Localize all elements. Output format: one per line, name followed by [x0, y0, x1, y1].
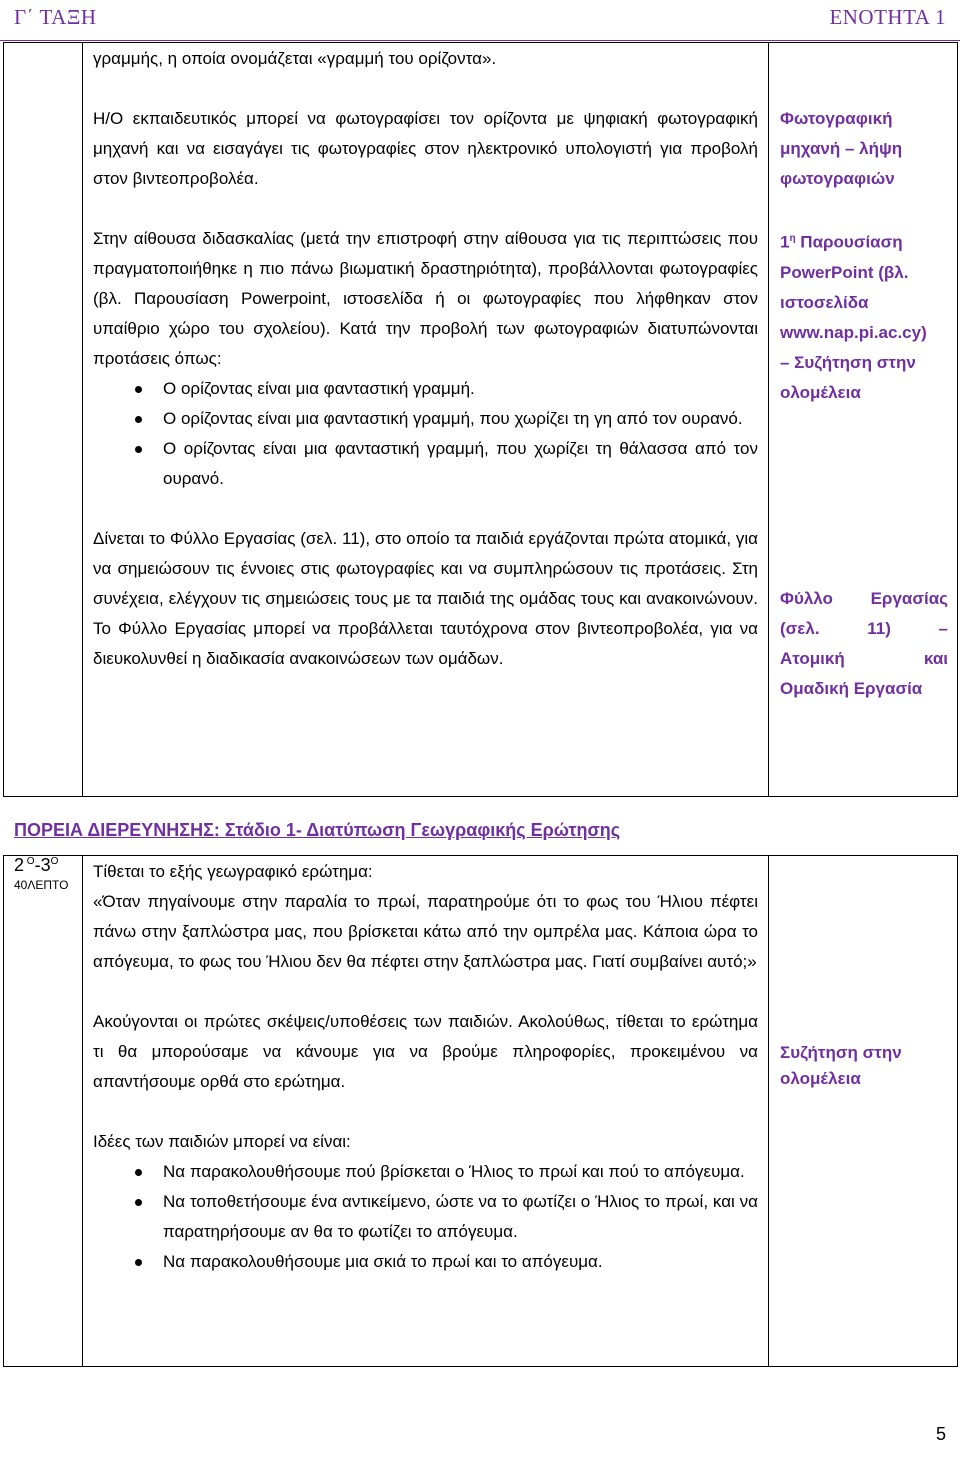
paragraph-classroom: Στην αίθουσα διδασκαλίας (μετά την επιστροφή στην αίθουσα για τις περιπτώσεις που πραγματοποιήθηκε η πιο πάνω βιωματική δραστηριότητα), προβάλλονται φωτογραφίες (βλ. Παρουσίαση Powerpoint, ιστοσελίδα ή οι φωτογραφίες που λήφθηκαν στον υπαίθριο χώρο του σχολείου). Κατά την προβολή των φωτογραφιών διατυπώνονται προτάσεις όπως:: [93, 229, 758, 368]
activity-text-1: [93, 44, 758, 674]
table-1-divider-right: [768, 42, 769, 797]
note-worksheet: Φύλλο Εργασίας (σελ. 11) – Ατομική και Ομαδική Εργασία: [780, 589, 948, 698]
page-number: 5: [935, 1424, 946, 1444]
header-grade: Γ΄ ΤΑΞΗ: [14, 5, 97, 29]
note-presentation: $1^\eta$ Παρουσίαση PowerPoint (βλ. ιστοσελίδα www.nap.pi.ac.cy) – Συζήτηση στην ολομέλεια: [780, 224, 948, 408]
note-camera: Φωτογραφική μηχανή – λήψη φωτογραφιών: [780, 109, 903, 188]
table-2-divider-right: [768, 855, 769, 1367]
ideas-list: [93, 1157, 758, 1277]
paragraph-worksheet: Δίνεται το Φύλλο Εργασίας (σελ. 11), στο οποίο τα παιδιά εργάζονται πρώτα ατομικά, για να σημειώσουν τις έννοιες στις φωτογραφίες και να συμπληρώσουν τις προτάσεις. Στη συνέχεια, ελέγχουν τις σημειώσεις τους με τα παιδιά της ομάδας τους και ανακοινώνουν. Το Φύλλο Εργασίας μπορεί να προβάλλεται ταυτόχρονα στον βιντεοπροβολέα, για να διευκολυνθεί η διαδικασία ανακοινώσεων των ομάδων.: [93, 529, 758, 668]
list-item: Να παρακολουθήσουμε μια σκιά το πρωί και το απόγευμα.: [93, 1247, 758, 1277]
time-cell: 2 $^O-3^O$ 40ΛΕΠΤΟ: [14, 855, 84, 892]
list-item: Ο ορίζοντας είναι μια φανταστική γραμμή, που χωρίζει τη θάλασσα από τον ουρανό.: [93, 434, 758, 494]
ideas-intro: Ιδέες των παιδιών μπορεί να είναι:: [93, 1132, 351, 1151]
paragraph-hypotheses: Ακούγονται οι πρώτες σκέψεις/υποθέσεις των παιδιών. Ακολούθως, τίθεται το ερώτημα τι θα μπορούσαμε να κάνουμε για να βρούμε πληροφορίες, προκειμένου να απαντήσουμε ορθά στο ερώτημα.: [93, 1012, 758, 1091]
list-item: Ο ορίζοντας είναι μια φανταστική γραμμή.: [93, 374, 758, 404]
duration: 40ΛΕΠΤΟ: [14, 878, 69, 892]
paragraph-photograph: Η/Ο εκπαιδευτικός μπορεί να φωτογραφίσει τον ορίζοντα με ψηφιακή φωτογραφική μηχανή και να εισαγάγει τις φωτογραφίες στον ηλεκτρονικό υπολογιστή για προβολή στον βιντεοπροβολέα.: [93, 109, 758, 188]
table-1-divider-left: [82, 42, 83, 797]
list-item: Να τοποθετήσουμε ένα αντικείμενο, ώστε να το φωτίζει ο Ήλιος το πρωί, και να παρατηρήσουμε αν θα το φωτίζει το απόγευμα.: [93, 1187, 758, 1247]
table-2-divider-left: [82, 855, 83, 1367]
list-item: Να παρακολουθήσουμε πού βρίσκεται ο Ήλιος το πρωί και πού το απόγευμα.: [93, 1157, 758, 1187]
paragraph-horizon-line: γραμμής, η οποία ονομάζεται «γραμμή του ορίζοντα».: [93, 49, 497, 68]
note-discussion: Συζήτηση στην ολομέλεια: [780, 1043, 902, 1088]
website-link[interactable]: www.nap.pi.ac.cy): [780, 322, 927, 342]
horizon-sentences-list: [93, 374, 758, 494]
activity-text-2: [93, 857, 758, 1277]
section-title: ΠΟΡΕΙΑ ΔΙΕΡΕΥΝΗΣΗΣ: Στάδιο 1- Διατύπωση Γεωγραφικής Ερώτησης: [14, 820, 621, 840]
header-unit: ΕΝΟΤΗΤΑ 1: [829, 5, 946, 29]
list-item: Ο ορίζοντας είναι μια φανταστική γραμμή, που χωρίζει τη γη από τον ουρανό.: [93, 404, 758, 434]
geographic-question: «Όταν πηγαίνουμε στην παραλία το πρωί, παρατηρούμε ότι το φως του Ήλιου πέφτει πάνω στην ξαπλώστρα μας, που βρίσκεται κάτω από την ομπρέλα μας. Κάποια ώρα το απόγευμα, το φως του Ήλιου δεν θα πέφτει στην ξαπλώστρα μας. Γιατί συμβαίνει αυτό;»: [93, 892, 758, 971]
question-intro: Τίθεται το εξής γεωγραφικό ερώτημα:: [93, 862, 373, 881]
page-header: [0, 0, 960, 41]
